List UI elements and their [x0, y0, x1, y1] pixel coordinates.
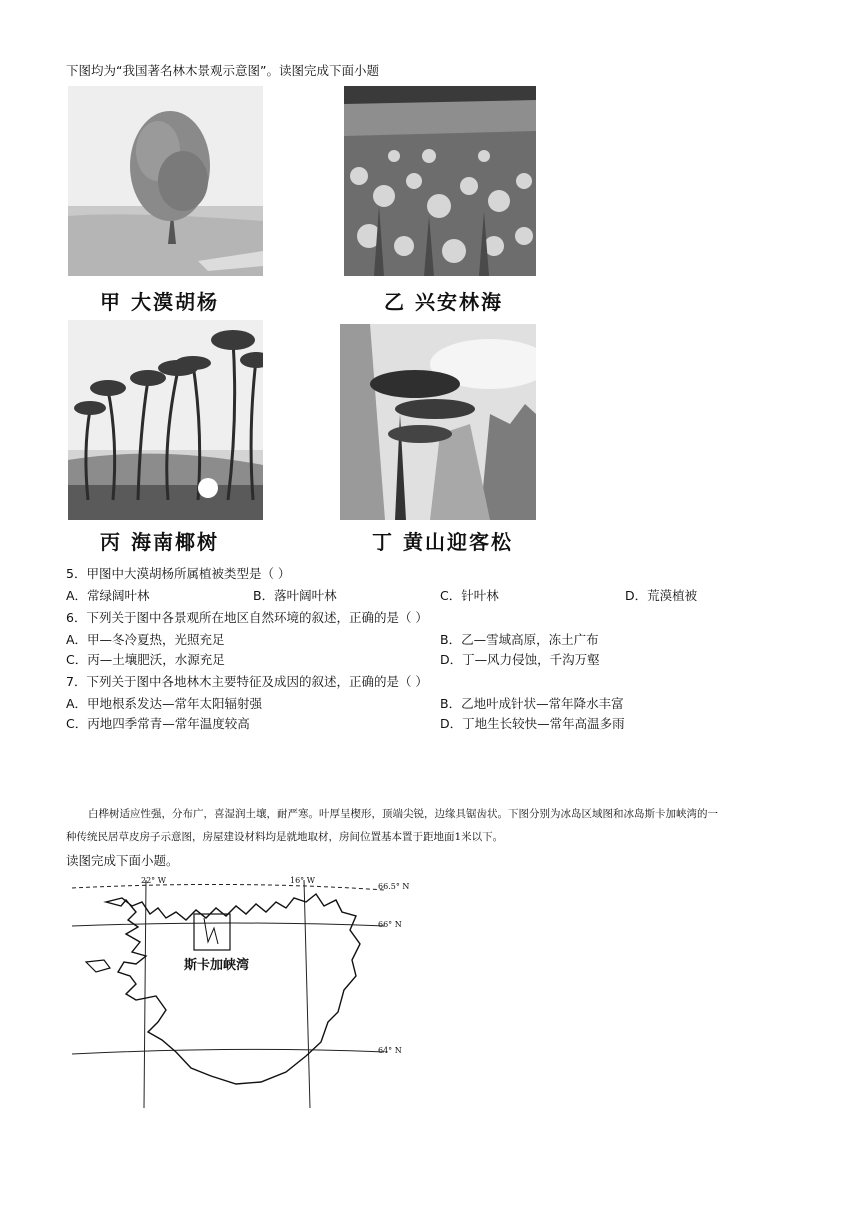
q7-option-a[interactable]: A．甲地根系发达—常年太阳辐射强	[66, 696, 263, 711]
q6-stem: 6．下列关于图中各景观所在地区自然环境的叙述，正确的是（ ）	[66, 610, 428, 625]
q6-option-a[interactable]: A．甲—冬冷夏热，光照充足	[66, 632, 225, 647]
caption-ding: 丁 黄山迎客松	[372, 530, 513, 554]
photo-huangshan-pine	[340, 324, 536, 520]
photo-populus-desert	[68, 86, 263, 276]
label-64n: 64° N	[378, 1046, 402, 1055]
label-skagafjordur: 斯卡加峡湾	[184, 958, 250, 973]
q7-option-c[interactable]: C．丙地四季常青—常年温度较高	[66, 716, 250, 731]
q7-option-d[interactable]: D．丁地生长较快—常年高温多雨	[440, 716, 625, 731]
passage-line-1: 白桦树适应性强，分布广，喜湿润土壤，耐严寒。叶厚呈楔形，顶端尖锐，边缘具锯齿状。下图分别为冰岛区域图和冰岛斯卡加峡湾的一	[88, 808, 718, 820]
photo-hainan-palms	[68, 320, 263, 520]
label-22w: 22° W	[141, 876, 166, 885]
caption-bing: 丙 海南椰树	[100, 530, 219, 554]
q6-option-b[interactable]: B．乙—雪域高原，冻土广布	[440, 632, 599, 647]
photo-xingan-forest	[344, 86, 536, 276]
caption-jia: 甲 大漠胡杨	[100, 290, 219, 314]
q5-stem: 5．甲图中大漠胡杨所属植被类型是（ ）	[66, 566, 291, 581]
q6-option-c[interactable]: C．丙—土壤肥沃，水源充足	[66, 652, 225, 667]
q7-stem: 7．下列关于图中各地林木主要特征及成因的叙述，正确的是（ ）	[66, 674, 428, 689]
q6-option-d[interactable]: D．丁—风力侵蚀，千沟万壑	[440, 652, 600, 667]
q7-option-b[interactable]: B．乙地叶成针状—常年降水丰富	[440, 696, 624, 711]
q5-option-d[interactable]: D．荒漠植被	[625, 588, 698, 603]
q5-option-b[interactable]: B．落叶阔叶林	[253, 588, 337, 603]
map-intro: 读图完成下面小题。	[66, 853, 179, 868]
passage-line-2: 种传统民居草皮房子示意图，房屋建设材料均是就地取材，房间位置基本置于距地面1米以下。	[66, 831, 504, 843]
q5-option-a[interactable]: A．常绿阔叶林	[66, 588, 150, 603]
label-66-5n: 66.5° N	[378, 882, 410, 891]
intro-text: 下图均为“我国著名林木景观示意图”。读图完成下面小题	[66, 63, 379, 78]
label-16w: 16° W	[290, 876, 315, 885]
iceland-map	[66, 872, 416, 1112]
q5-option-c[interactable]: C．针叶林	[440, 588, 499, 603]
caption-yi: 乙 兴安林海	[384, 290, 503, 314]
label-66n: 66° N	[378, 920, 402, 929]
